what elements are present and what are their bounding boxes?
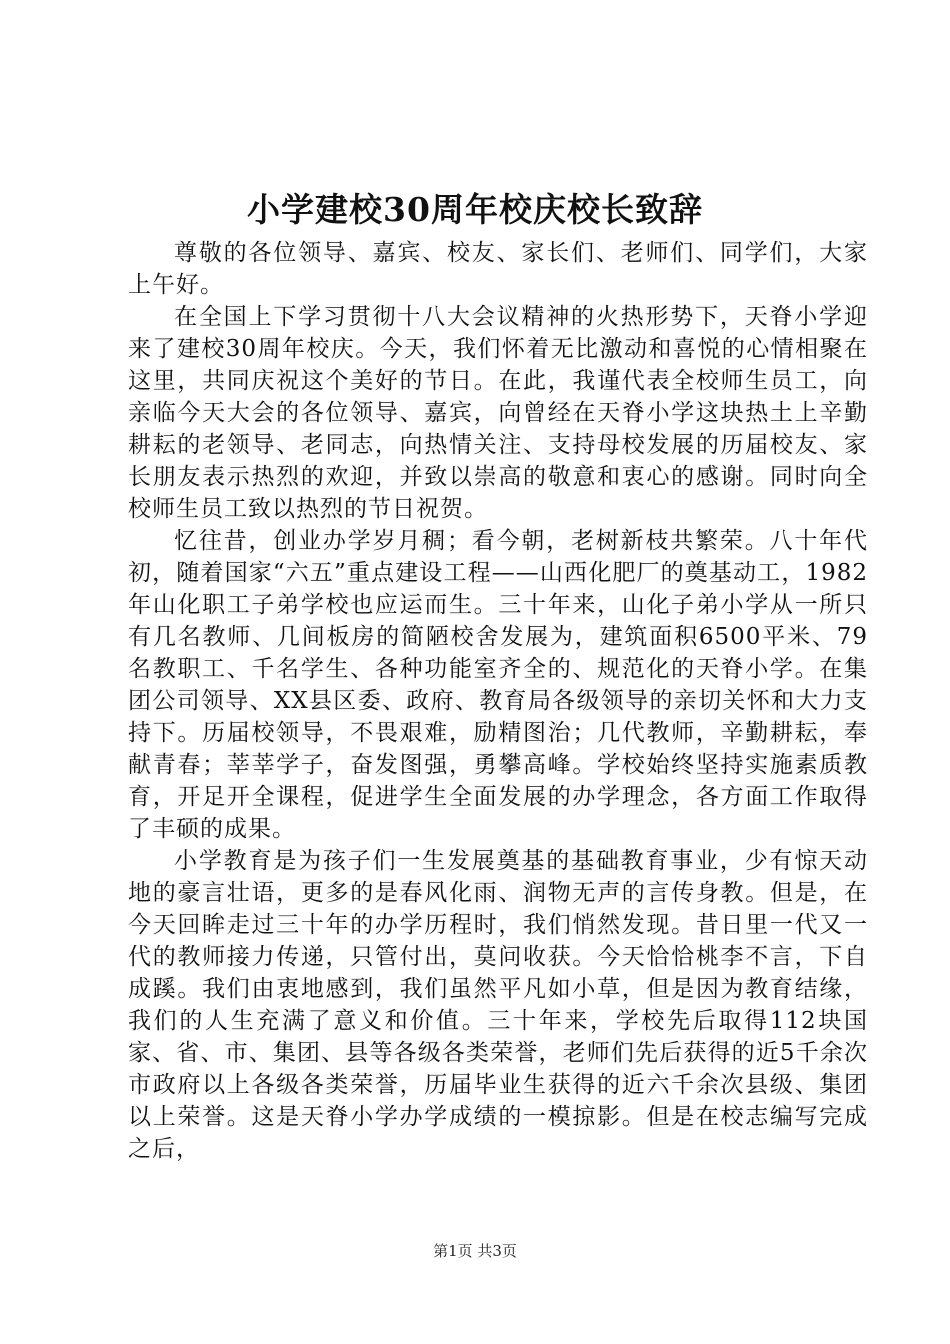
document-title: 小学建校30周年校庆校长致辞 (247, 190, 703, 229)
paragraph-history: 忆往昔，创业办学岁月稠；看今朝，老树新枝共繁荣。八十年代初，随着国家“六五”重点建设工程——山西化肥厂的奠基动工，1982年山化职工子弟学校也应运而生。三十年来，山化子弟小学从一所只有几名教师、几间板房的简陋校舍发展为，建筑面积6500平米、79名教职工、千名学生、各种功能室齐全的、规范化的天脊小学。在集团公司领导、XX县区委、政府、教育局各级领导的亲切关怀和大力支持下。历届校领导，不畏艰难，励精图治；几代教师，辛勤耕耘，奉献青春；莘莘学子，奋发图强，勇攀高峰。学校始终坚持实施素质教育，开足开全课程，促进学生全面发展的办学理念，各方面工作取得了丰硕的成果。 (128, 528, 868, 842)
paragraph-welcome: 在全国上下学习贯彻十八大会议精神的火热形势下，天脊小学迎来了建校30周年校庆。今天，我们怀着无比激动和喜悦的心情相聚在这里，共同庆祝这个美好的节日。在此，我谨代表全校师生员工，向亲临今天大会的各位领导、嘉宾，向曾经在天脊小学这块热土上辛勤耕耘的老领导、老同志，向热情关注、支持母校发展的历届校友、家长朋友表示热烈的欢迎，并致以崇高的敬意和衷心的感谢。同时向全校师生员工致以热烈的节日祝贺。 (128, 304, 868, 522)
document-body (128, 237, 868, 1165)
page-footer: 第1页 共3页 (433, 1242, 517, 1260)
paragraph-achievements: 小学教育是为孩子们一生发展奠基的基础教育事业，少有惊天动地的豪言壮语，更多的是春风化雨、润物无声的言传身教。但是，在今天回眸走过三十年的办学历程时，我们悄然发现。昔日里一代又一代的教师接力传递，只管付出，莫问收获。今天恰恰桃李不言，下自成蹊。我们由衷地感到，我们虽然平凡如小草，但是因为教育结缘，我们的人生充满了意义和价值。三十年来，学校先后取得112块国家、省、市、集团、县等各级各类荣誉，老师们先后获得的近5千余次市政府以上各级各类荣誉，历届毕业生获得的近六千余次县级、集团以上荣誉。这是天脊小学办学成绩的一模掠影。但是在校志编写完成之后， (128, 848, 868, 1162)
paragraph-greeting: 尊敬的各位领导、嘉宾、校友、家长们、老师们、同学们，大家上午好。 (128, 240, 868, 298)
